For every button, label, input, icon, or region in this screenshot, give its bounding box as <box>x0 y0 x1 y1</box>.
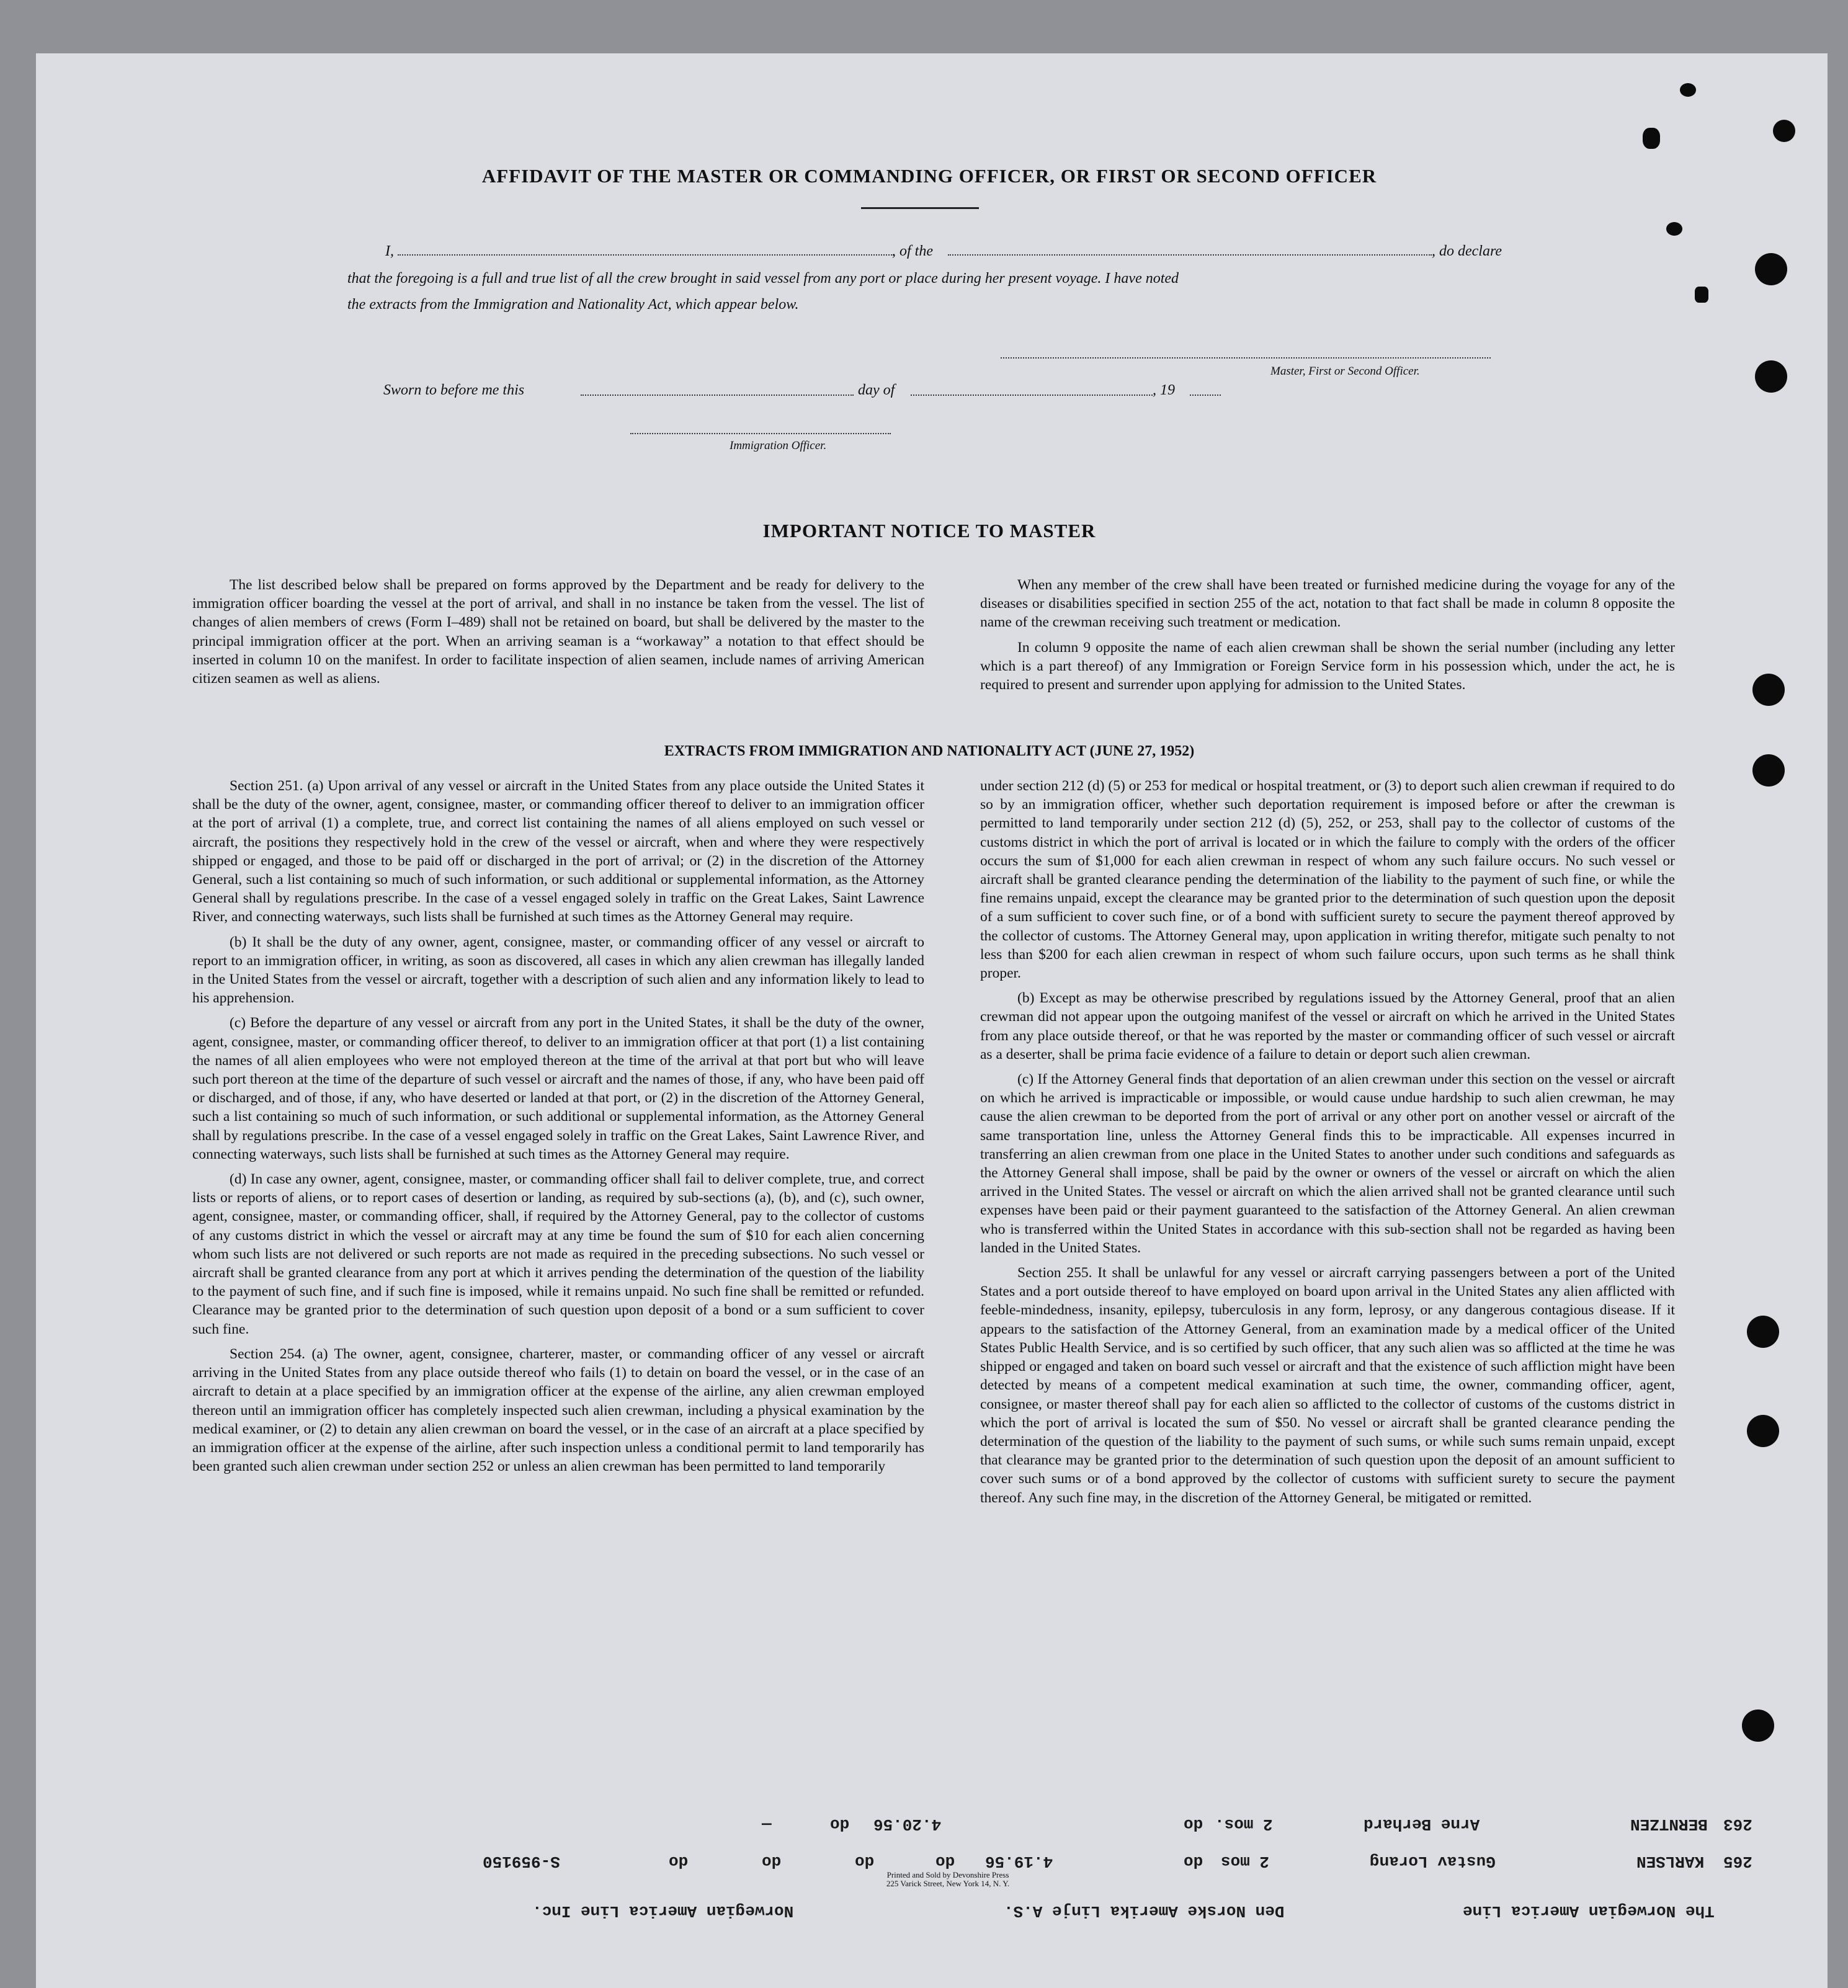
bleed-ditto: do <box>1184 1815 1203 1834</box>
punch-hole <box>1747 1316 1779 1348</box>
ink-mark <box>1643 128 1660 149</box>
bleed-line-name: The Norwegian America Line <box>1463 1902 1715 1920</box>
extracts-right-column <box>980 777 1675 1513</box>
sworn-year-field[interactable] <box>1190 394 1221 396</box>
extracts-left-column <box>192 777 924 1482</box>
notice-right-paragraph: When any member of the crew shall have been treated or furnished medicine during the voyage for any of the diseases or disabilities specified in section 255 of the act, notation to that fact shall be made in column 8 opposite the name of the crewman receiving such treatment or medication. <box>980 577 1675 631</box>
affidavit-declare: , do declare <box>1432 243 1502 259</box>
bleed-duration: 2 mos. <box>1215 1815 1273 1834</box>
officer-signature-field[interactable] <box>630 433 891 434</box>
bleed-ditto: do <box>669 1852 689 1871</box>
bleed-line-name: Norwegian America Line Inc. <box>532 1902 794 1920</box>
bleed-date: 4.19.56 <box>985 1852 1053 1871</box>
vessel-field[interactable] <box>948 254 1432 256</box>
title-rule <box>861 207 979 209</box>
act-section: Section 254. (a) The owner, agent, consignee, charterer, master, or commanding officer of any vessel or aircraft arriving in the United States from any place outside thereof who fails (1) to detain on board the vessel, or in the case of an aircraft to detain at a place specified by an immigration officer at the expense of the airline, any alien crewman employed thereon until an immigration officer has completely inspected such alien crewman, including a physical examination by the medical examiner, or (2) to detain any alien crewman on board the vessel, or in the case of an aircraft at a place specified by an immigration officer at the expense of the airline, after such inspection unless a conditional permit to land temporarily has been granted such alien crewman under section 252 or unless an alien crewman has been permitted to land temporarily <box>192 1345 924 1475</box>
bleed-surname: BERNTZEN <box>1630 1815 1708 1834</box>
bleed-surname: KARLSEN <box>1636 1852 1705 1871</box>
bleed-duration: 2 mos <box>1221 1852 1270 1871</box>
printer-line: Printed and Sold by Devonshire Press <box>886 1870 1009 1879</box>
bleed-ditto: do <box>855 1852 875 1871</box>
bleed-through-row <box>762 1815 1773 1840</box>
master-signature-field[interactable] <box>1001 357 1491 359</box>
bleed-number: 263 <box>1723 1815 1752 1834</box>
bleed-ditto: do <box>935 1852 955 1871</box>
act-section: (c) If the Attorney General finds that deportation of an alien crewman under this section on the vessel or aircraft on which he arrived is impracticable or impossible, or would cause undue hardship to such alien crewman, he may cause the alien crewman to be deported from the port of arrival or any other port on another vessel or aircraft of the same transportation line, unless the Attorney General finds this to be impracticable. All expenses incurred in transferring an alien crewman from one place in the United States to another under such conditions and safeguards as the Attorney General shall impose, shall be paid by the owner or owners of the vessel or aircraft on which the alien arrived in the United States. The vessel or aircraft on which the alien arrived shall not be granted clearance until such expenses have been paid or their payment guaranteed to the satisfaction of the Attorney General. An alien crewman who is transferred within the United States in accordance with this sub-section shall not be regarded as having been landed in the United States. <box>980 1071 1675 1256</box>
notice-left-paragraph: The list described below shall be prepared on forms approved by the Department and be ready for delivery to the immigration officer boarding the vessel at the port of arrival, and shall in no instance be taken from the vessel. The list of changes of alien members of crews (Form I–489) shall not be retained on board, but shall be delivered by the master to the principal immigration officer at the port. When an arriving seaman is a “workaway” a notation to that effect should be inserted in column 10 on the manifest. In order to facilitate inspection of alien seamen, include names of arriving American citizen seamen as well as aliens. <box>192 577 924 687</box>
act-section: (b) It shall be the duty of any owner, agent, consignee, master, or commanding officer of any vessel or aircraft to report to an immigration officer, in writing, as soon as discovered, all cases in which any alien crewman has illegally landed in the United States from the vessel or aircraft, together with a description of such alien and any information likely to lead to his apprehension. <box>192 934 924 1007</box>
affidavit-of-the: , of the <box>892 243 933 259</box>
name-field[interactable] <box>398 254 894 256</box>
ink-mark <box>1666 222 1682 236</box>
bleed-mark: — <box>762 1815 772 1834</box>
notice-right-paragraph: In column 9 opposite the name of each alien crewman shall be shown the serial number (including any letter which is a part thereof) of any Immigration or Foreign Service form in his possession which, under the act, he is required to present and surrender upon applying for admission to the United States. <box>980 639 1675 693</box>
year-label: , 19 <box>1153 382 1175 398</box>
bleed-given-name: Arne Berhard <box>1364 1815 1480 1834</box>
punch-hole <box>1747 1415 1779 1447</box>
bleed-ditto: do <box>1184 1852 1203 1871</box>
bleed-ditto: do <box>762 1852 782 1871</box>
affidavit-i: I, <box>385 243 394 259</box>
printer-imprint <box>855 1871 1041 1888</box>
ink-mark <box>1680 83 1696 97</box>
punch-hole <box>1755 360 1787 393</box>
punch-hole <box>1773 120 1795 142</box>
sworn-label: Sworn to before me this <box>383 382 525 398</box>
bleed-given-name: Gustav Lorang <box>1370 1852 1496 1871</box>
act-section: Section 251. (a) Upon arrival of any vessel or aircraft in the United States from any place outside the United States it shall be the duty of the owner, agent, consignee, master, or commanding officer thereof to deliver to an immigration officer at the port of arrival (1) a complete, true, and correct list containing the names of all aliens employed on such vessel or aircraft, the positions they respectively hold in the crew of the vessel or aircraft, when and where they were respectively shipped or engaged, and those to be paid off or discharged in the port of arrival; or (2) in the discretion of the Attorney General, such a list containing so much of such information, or such additional or supplemental information, as the Attorney General shall by regulations prescribe. In the case of a vessel engaged solely in traffic on the Great Lakes, Saint Lawrence River, and connecting waterways, such lists shall be furnished at such times as the Attorney General may require. <box>192 778 924 925</box>
ink-mark <box>1695 287 1708 303</box>
act-section: Section 255. It shall be unlawful for any vessel or aircraft carrying passengers between a port of the United States and a port outside thereof to have employed on board upon arrival in the United States any alien afflicted with feeble-mindedness, insanity, epilepsy, tuberculosis in any form, leprosy, or any dangerous contagious disease. If it appears to the satisfaction of the Attorney General, from an examination made by a medical officer of the United States Public Health Service, and is so certified by such officer, that any such alien was so afflicted at the time he was shipped or engaged and taken on board such vessel or aircraft and that the existence of such affliction might have been detected by means of a competent medical examination at such time, the owner, commanding officer, agent, consignee, or master thereof shall pay for each alien so afflicted to the collector of customs of the customs district in which the port of arrival is located the sum of $50. No vessel or aircraft shall be granted clearance pending the determination of the question of the liability to the payment of such sums, or while such sums remain unpaid, except that clearance may be granted prior to the determination of such question upon the deposit of an amount sufficient to cover such sums or of a bond approved by the collector of customs with sufficient surety to secure the payment thereof. Any such fine may, in the discretion of the Attorney General, be mitigated or remitted. <box>980 1265 1675 1506</box>
punch-hole <box>1752 754 1785 787</box>
extracts-title: EXTRACTS FROM IMMIGRATION AND NATIONALITY ACT (JUNE 27, 1952) <box>664 743 1195 759</box>
bleed-through-row <box>439 1852 1773 1877</box>
document-sheet <box>36 53 1828 1988</box>
affidavit-title: AFFIDAVIT OF THE MASTER OR COMMANDING OFFICER, OR FIRST OR SECOND OFFICER <box>481 165 1377 187</box>
bleed-date: 4.20.56 <box>873 1815 942 1834</box>
act-section: under section 212 (d) (5) or 253 for medical or hospital treatment, or (3) to deport such alien crewman if required to do so by an immigration officer, whether such deportation requirement is imposed before or after the crewman is permitted to land temporarily under section 212 (d) (5), 252, or 253, shall pay to the collector of customs of the customs district in which the port of arrival is located or in which the failure to comply with the orders of the officer occurs the sum of $1,000 for each alien crewman in respect of whom any such failure occurs. No such vessel or aircraft shall be granted clearance pending the determination of the liability to the payment of such fine, or while the fine remains unpaid, except the clearance may be granted prior to the determination of such question upon the deposit of a sum sufficient to cover such fine, or of a bond with sufficient surety to secure the payment thereof approved by the collector of customs. The Attorney General may, upon application in writing therefor, mitigate such penalty to not less than $200 for each alien crewman in respect of whom such failure occurs, upon such terms as he shall think proper. <box>980 778 1675 982</box>
sworn-month-field[interactable] <box>911 394 1153 396</box>
bleed-serial: S-959150 <box>483 1852 560 1871</box>
printer-line: 225 Varick Street, New York 14, N. Y. <box>886 1879 1010 1888</box>
notice-right-column <box>980 576 1675 700</box>
bleed-through-row <box>470 1902 1773 1927</box>
bleed-number: 265 <box>1723 1852 1752 1871</box>
day-of-label: day of <box>858 382 895 398</box>
act-section: (c) Before the departure of any vessel or aircraft from any port in the United States, it shall be the duty of the owner, agent, consignee, master, or commanding officer thereof, to deliver to an immigration officer at that port (1) a list containing the names of all alien employees who were not employed thereon at the time of the arrival at that port but who will leave such port thereon at the time of the departure of such vessel or aircraft and the names of those, if any, who have been paid off or discharged, and of those, if any, who have deserted or landed at that port, or (2) in the discretion of the Attorney General, such a list containing so much of such information, or such additional or supplemental information, as the Attorney General shall by regulations prescribe. In the case of a vessel engaged solely in traffic on the Great Lakes, Saint Lawrence River, and connecting waterways, such lists shall be furnished at such times as the Attorney General may require. <box>192 1015 924 1162</box>
act-section: (b) Except as may be otherwise prescribed by regulations issued by the Attorney General, proof that an alien crewman did not appear upon the outgoing manifest of the vessel or aircraft on which he arrived in the United States from any place outside thereof, or that he was reported by the master or commanding officer of such vessel or aircraft as a deserter, shall be prima facie evidence of a failure to detain or deport such alien crewman. <box>980 990 1675 1063</box>
notice-left-column <box>192 576 924 694</box>
officer-label: Immigration Officer. <box>730 439 827 452</box>
punch-hole <box>1742 1709 1774 1742</box>
bleed-ditto: do <box>830 1815 850 1834</box>
affidavit-line2: that the foregoing is a full and true list of all the crew brought in said vessel from any port or place during her present voyage. I have noted <box>347 270 1179 287</box>
punch-hole <box>1755 253 1787 285</box>
bleed-line-name: Den Norske Amerika Linje A.S. <box>1004 1902 1285 1920</box>
affidavit-line3: the extracts from the Immigration and Nationality Act, which appear below. <box>347 296 799 313</box>
notice-title: IMPORTANT NOTICE TO MASTER <box>762 520 1096 542</box>
master-label: Master, First or Second Officer. <box>1270 365 1420 378</box>
sworn-day-field[interactable] <box>581 394 854 396</box>
punch-hole <box>1752 674 1785 706</box>
act-section: (d) In case any owner, agent, consignee, master, or commanding officer shall fail to deliver complete, true, and correct lists or reports of aliens, or to report cases of desertion or landing, as required by sub-sections (a), (b), and (c), such owner, agent, consignee, master, or commanding officer, shall, if required by the Attorney General, pay to the collector of customs of any customs district in which the vessel or aircraft may at any time be found the sum of $10 for each alien concerning whom such lists are not delivered or such reports are not made as required in the preceding subsections. No such vessel or aircraft shall be granted clearance from any port at which it arrives pending the determination of the question of the liability to the payment of such fine, and if such fine is imposed, while it remains unpaid. No such fine shall be remitted or refunded. Clearance may be granted prior to the determination of such question upon deposit of a bond or a sum sufficient to cover such fine. <box>192 1171 924 1337</box>
